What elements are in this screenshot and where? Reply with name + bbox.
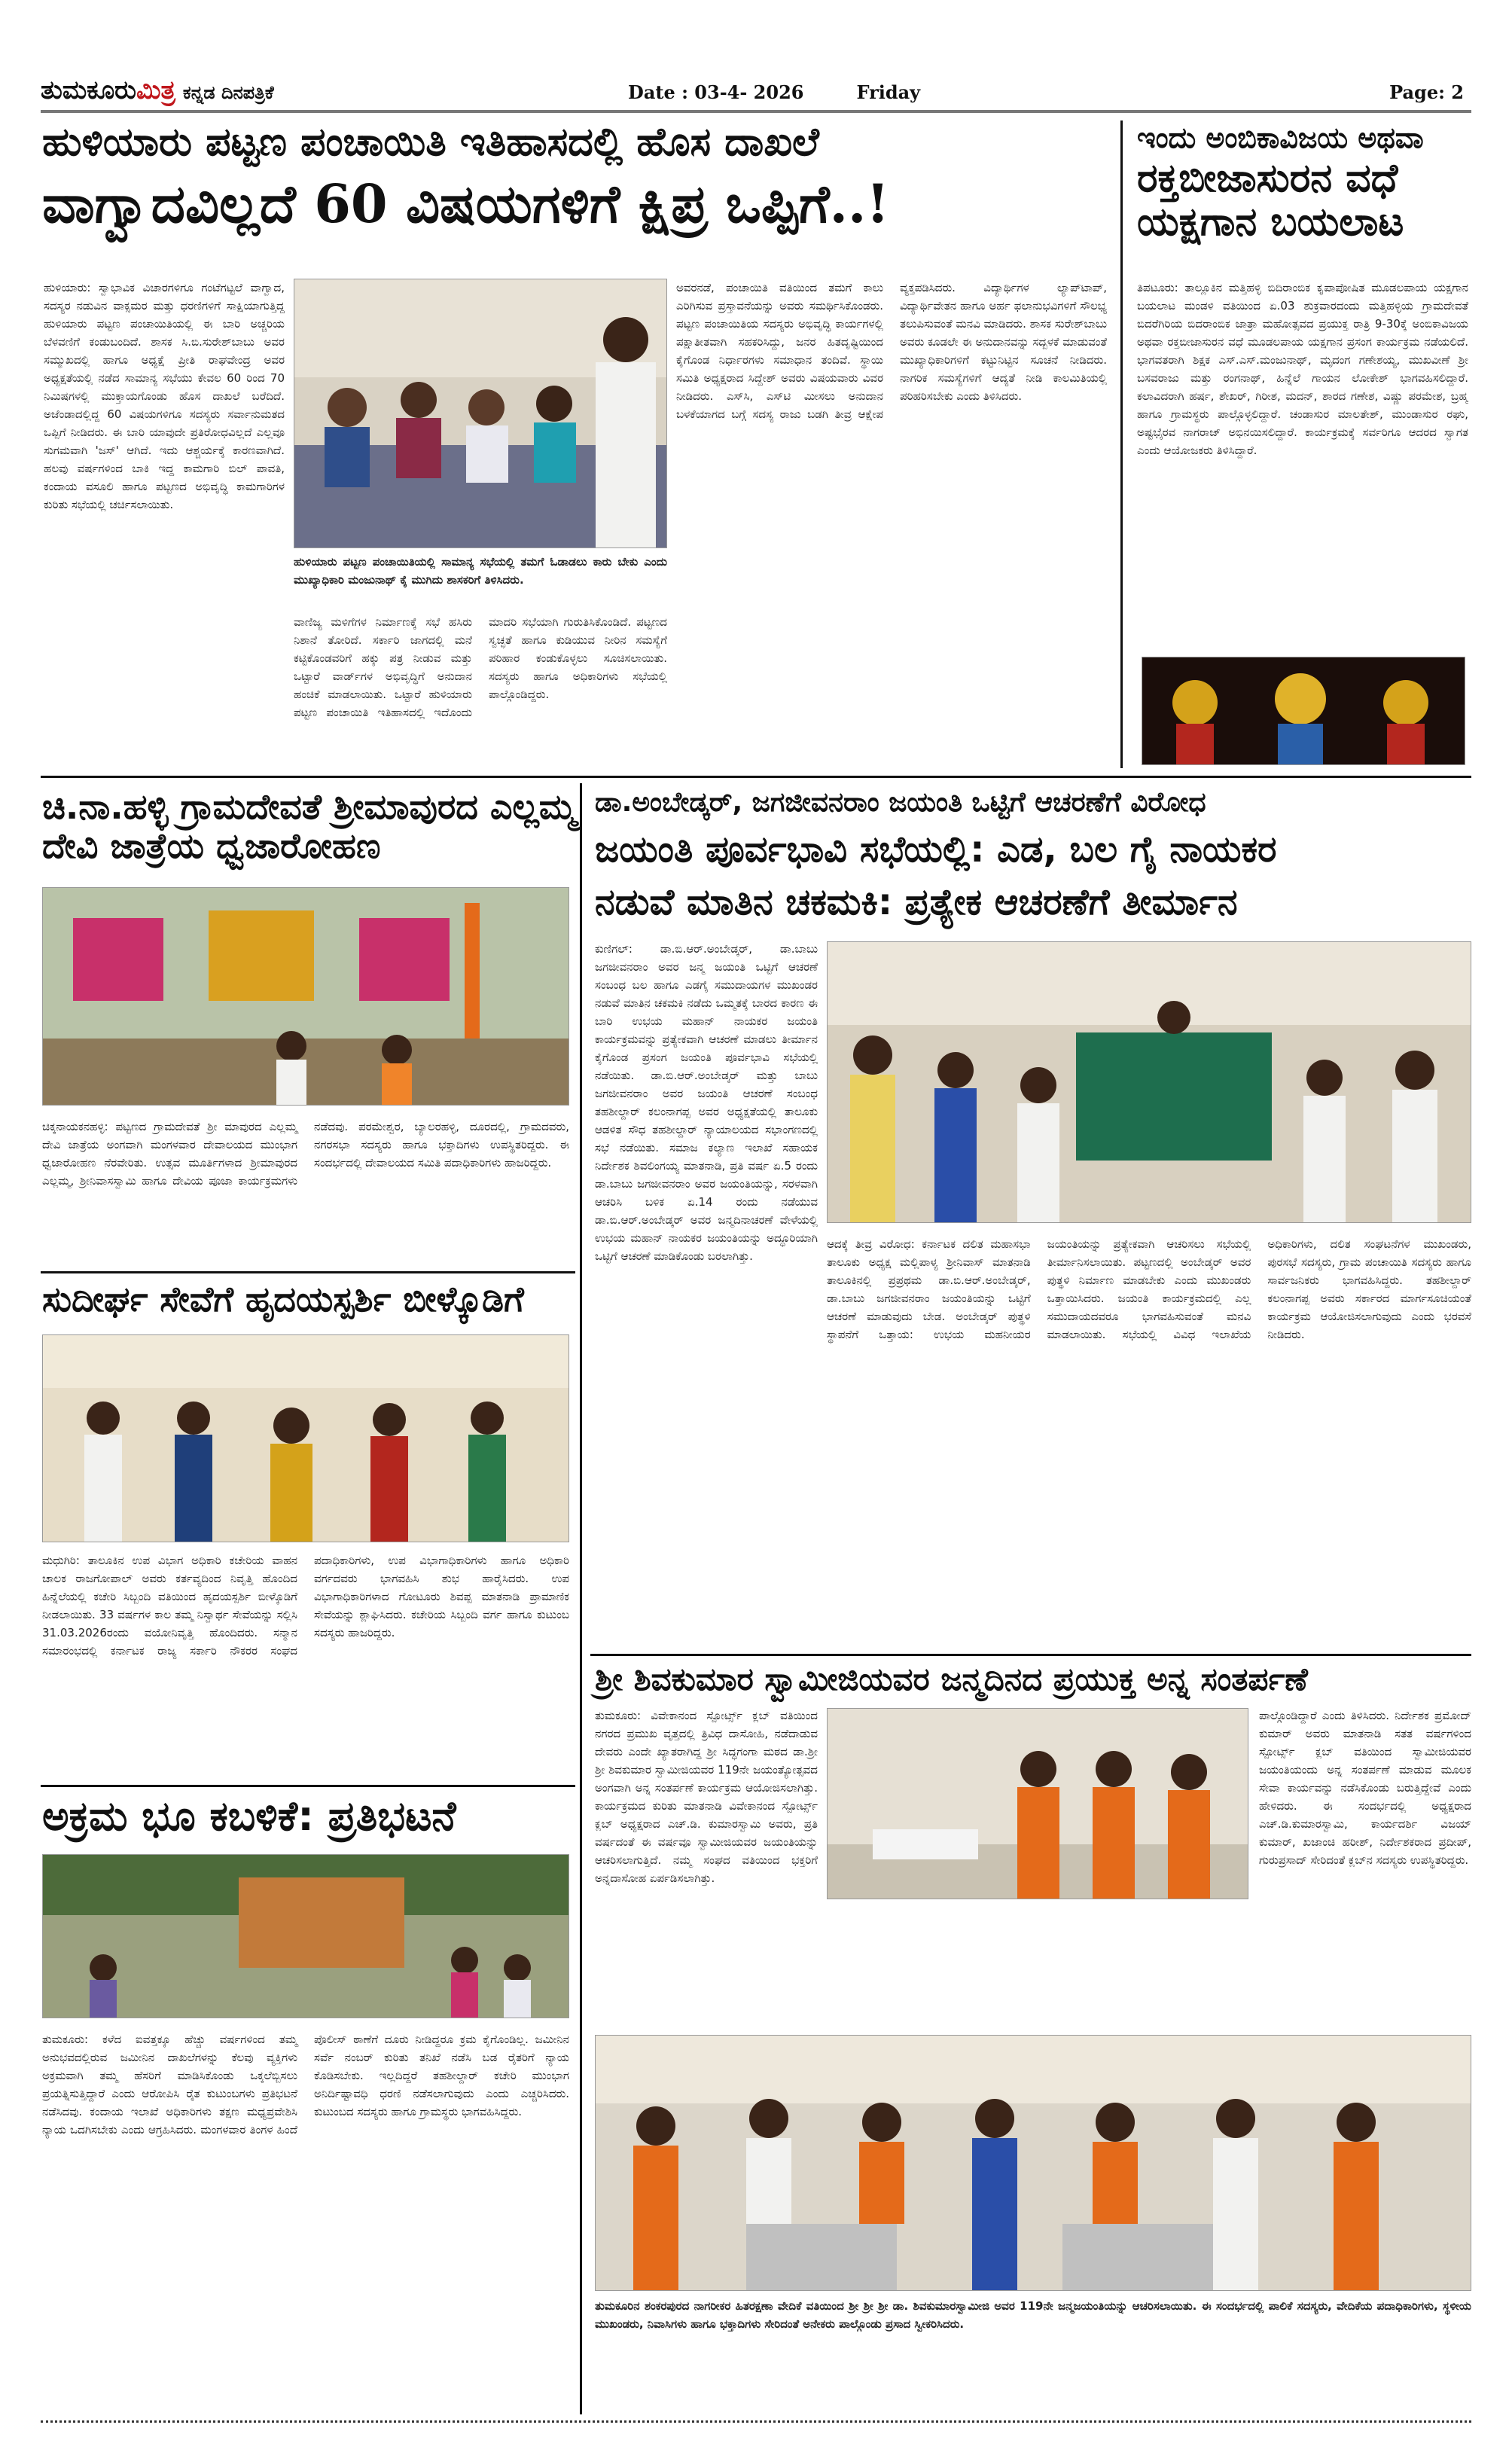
story3-body: ಚಿಕ್ಕನಾಯಕನಹಳ್ಳಿ: ಪಟ್ಟಣದ ಗ್ರಾಮದೇವತೆ ಶ್ರೀ ಮಾವುರದ ಎಲ್ಲಮ್ಮ ದೇವಿ ಜಾತ್ರೆಯ ಅಂಗವಾಗಿ ಮಂಗಳವಾರ ದೇವಾಲಯದ ಮುಂಭಾಗ ಧ್ವಜಾರೋಹಣ ನೆರವೇರಿತು. ಉತ್ಸವ ಮೂರ್ತಿಗಳಾದ ಶ್ರೀಮಾವುರದ ಎಲ್ಲಮ್ಮ, ಶ್ರೀನಿವಾಸಸ್ವಾಮಿ ಹಾಗೂ ದೇವಿಯ ಪೂಜಾ ಕಾರ್ಯಕ್ರಮಗಳು ನಡೆದವು. ಪರಮೇಶ್ವರ, ಬ್ಯಾಲರಹಳ್ಳಿ, ದೂರದಲ್ಲಿ, ಗ್ರಾಮದವರು, ನಗರಸಭಾ ಸದಸ್ಯರು ಹಾಗೂ ಭಕ್ತಾದಿಗಳು ಉಪಸ್ಥಿತರಿದ್ದರು. ಈ ಸಂದರ್ಭದಲ್ಲಿ ದೇವಾಲಯದ ಸಮಿತಿ ಪದಾಧಿಕಾರಿಗಳು ಹಾಜರಿದ್ದರು. <box>42 1120 569 1188</box>
logo-mitra: ಮಿತ್ರ <box>136 75 175 105</box>
divider-center <box>580 783 582 2414</box>
story1-body-left: ಹುಳಿಯಾರು: ಸ್ವಾಭಾವಿಕ ವಿಚಾರಗಳಿಗೂ ಗಂಟೆಗಟ್ಟಲೆ ವಾಗ್ವಾದ, ಸದಸ್ಯರ ನಡುವಿನ ವಾಕ್ಸಮರ ಮತ್ತು ಧರಣಿಗಳಿಗೆ ಸಾಕ್ಷಿಯಾಗುತ್ತಿದ್ದ ಹುಳಿಯಾರು ಪಟ್ಟಣ ಪಂಚಾಯಿತಿಯಲ್ಲಿ ಈ ಬಾರಿ ಅಚ್ಚರಿಯ ಬೆಳವಣಿಗೆ ಕಂಡುಬಂದಿದೆ. ಶಾಸಕ ಸಿ.ಬಿ.ಸುರೇಶ್‌ಬಾಬು ಅವರ ಸಮ್ಮುಖದಲ್ಲಿ ಹಾಗೂ ಅಧ್ಯಕ್ಷೆ ಪ್ರೀತಿ ರಾಘವೇಂದ್ರ ಅವರ ಅಧ್ಯಕ್ಷತೆಯಲ್ಲಿ ನಡೆದ ಸಾಮಾನ್ಯ ಸಭೆಯು ಕೇವಲ 60 ರಿಂದ 70 ನಿಮಿಷಗಳಲ್ಲಿ ಮುಕ್ತಾಯಗೊಂಡು ಹೊಸ ದಾಖಲೆ ಬರೆದಿದೆ. ಅಜೆಂಡಾದಲ್ಲಿದ್ದ 60 ವಿಷಯಗಳಿಗೂ ಸದಸ್ಯರು ಸರ್ವಾನುಮತದ ಒಪ್ಪಿಗೆ ನೀಡಿದರು. ಈ ಬಾರಿ ಯಾವುದೇ ಪ್ರತಿರೋಧವಿಲ್ಲದೆ ಎಲ್ಲವೂ ಸುಗಮವಾಗಿ 'ಜಸ್' ಆಗಿದೆ. ಇದು ಆಶ್ಚರ್ಯಕ್ಕೆ ಕಾರಣವಾಗಿದೆ. ಹಲವು ವರ್ಷಗಳಿಂದ ಬಾಕಿ ಇದ್ದ ಕಾಮಗಾರಿ ಬಿಲ್ ಪಾವತಿ, ಕಂದಾಯ ವಸೂಲಿ ಹಾಗೂ ಪಟ್ಟಣದ ಅಭಿವೃದ್ಧಿ ಕಾಮಗಾರಿಗಳ ಕುರಿತು ಸಭೆಯಲ್ಲಿ ಚರ್ಚಿಸಲಾಯಿತು. <box>44 281 285 511</box>
story4-headline: ಸುದೀರ್ಘ ಸೇವೆಗೆ ಹೃದಯಸ್ಪರ್ಶಿ ಬೀಳ್ಕೊಡಿಗೆ <box>42 1279 524 1319</box>
story6-photo <box>827 941 1471 1223</box>
distribution-photo-icon <box>828 1709 1248 1899</box>
story7-caption: ತುಮಕೂರಿನ ಶಂಕರಪುರದ ನಾಗರೀಕರ ಹಿತರಕ್ಷಣಾ ವೇದಿಕೆ ವತಿಯಿಂದ ಶ್ರೀ ಶ್ರೀ ಶ್ರೀ ಡಾ. ಶಿವಕುಮಾರಸ್ವಾಮೀಜಿ ಅವರ 119ನೇ ಜನ್ಮಜಯಂತಿಯನ್ನು ಆಚರಿಸಲಾಯಿತು. ಈ ಸಂದರ್ಭದಲ್ಲಿ ಪಾಲಿಕೆ ಸದಸ್ಯರು, ವೇದಿಕೆಯ ಪದಾಧಿಕಾರಿಗಳು, ಸ್ಥಳೀಯ ಮುಖಂಡರು, ನಿವಾಸಿಗಳು ಹಾಗೂ ಭಕ್ತಾದಿಗಳು ಸೇರಿದಂತೆ ಅನೇಕರು ಪಾಲ್ಗೊಂಡು ಪ್ರಸಾದ ಸ್ವೀಕರಿಸಿದರು. <box>595 2299 1471 2331</box>
story3-photo <box>42 887 569 1106</box>
story4-photo <box>42 1334 569 1542</box>
logo-subtitle: ಕನ್ನಡ ದಿನಪತ್ರಿಕೆ <box>182 82 274 103</box>
story6-headline3: ನಡುವೆ ಮಾತಿನ ಚಕಮಕಿ: ಪ್ರತ್ಯೇಕ ಆಚರಣೆಗೆ ತೀರ್ಮಾನ <box>595 881 1238 923</box>
story6-headline1: ಡಾ.ಅಂಬೇಡ್ಕರ್, ಜಗಜೀವನರಾಂ ಜಯಂತಿ ಒಟ್ಟಿಗೆ ಆಚರಣೆಗೆ ವಿರೋಧ <box>595 787 1206 818</box>
divider-right-top <box>1120 120 1123 768</box>
meeting-hall-photo-icon <box>828 942 1471 1223</box>
masthead <box>41 75 1471 110</box>
story5-body: ತುಮಕೂರು: ಕಳೆದ ಐವತ್ತಕ್ಕೂ ಹೆಚ್ಚು ವರ್ಷಗಳಿಂದ ತಮ್ಮ ಅನುಭವದಲ್ಲಿರುವ ಜಮೀನಿನ ದಾಖಲೆಗಳನ್ನು ಕೆಲವು ವ್ಯಕ್ತಿಗಳು ಅಕ್ರಮವಾಗಿ ತಮ್ಮ ಹೆಸರಿಗೆ ಮಾಡಿಸಿಕೊಂಡು ಒಕ್ಕಲೆಬ್ಬಿಸಲು ಪ್ರಯತ್ನಿಸುತ್ತಿದ್ದಾರೆ ಎಂದು ಆರೋಪಿಸಿ ರೈತ ಕುಟುಂಬಗಳು ಪ್ರತಿಭಟನೆ ನಡೆಸಿದವು. ಕಂದಾಯ ಇಲಾಖೆ ಅಧಿಕಾರಿಗಳು ತಕ್ಷಣ ಮಧ್ಯಪ್ರವೇಶಿಸಿ ನ್ಯಾಯ ಒದಗಿಸಬೇಕು ಎಂದು ಆಗ್ರಹಿಸಿದರು. ಮಂಗಳವಾರ ತಿಂಗಳ ಹಿಂದೆ ಪೊಲೀಸ್ ಠಾಣೆಗೆ ದೂರು ನೀಡಿದ್ದರೂ ಕ್ರಮ ಕೈಗೊಂಡಿಲ್ಲ. ಜಮೀನಿನ ಸರ್ವೆ ನಂಬರ್ ಕುರಿತು ತನಿಖೆ ನಡೆಸಿ ಬಡ ರೈತರಿಗೆ ನ್ಯಾಯ ಕೊಡಿಸಬೇಕು. ಇಲ್ಲದಿದ್ದರೆ ತಹಶೀಲ್ದಾರ್ ಕಚೇರಿ ಮುಂಭಾಗ ಅನಿರ್ದಿಷ್ಟಾವಧಿ ಧರಣಿ ನಡೆಸಲಾಗುವುದು ಎಂದು ಎಚ್ಚರಿಸಿದರು. ಕುಟುಂಬದ ಸದಸ್ಯರು ಹಾಗೂ ಗ್ರಾಮಸ್ಥರು ಭಾಗವಹಿಸಿದ್ದರು. <box>42 2033 569 2137</box>
story7-body-left: ತುಮಕೂರು: ವಿವೇಕಾನಂದ ಸ್ಪೋರ್ಟ್ಸ್ ಕ್ಲಬ್ ವತಿಯಿಂದ ನಗರದ ಪ್ರಮುಖ ವೃತ್ತದಲ್ಲಿ ತ್ರಿವಿಧ ದಾಸೋಹಿ, ನಡೆದಾಡುವ ದೇವರು ಎಂದೇ ಖ್ಯಾತರಾಗಿದ್ದ ಶ್ರೀ ಸಿದ್ಧಗಂಗಾ ಮಠದ ಡಾ.ಶ್ರೀ ಶ್ರೀ ಶಿವಕುಮಾರ ಸ್ವಾಮೀಜಿಯವರ 119ನೇ ಜಯಂತ್ಯೋತ್ಸವದ ಅಂಗವಾಗಿ ಅನ್ನ ಸಂತರ್ಪಣೆ ಕಾರ್ಯಕ್ರಮ ಆಯೋಜಿಸಲಾಗಿತ್ತು. ಕಾರ್ಯಕ್ರಮದ ಕುರಿತು ಮಾತನಾಡಿ ವಿವೇಕಾನಂದ ಸ್ಪೋರ್ಟ್ಸ್ ಕ್ಲಬ್ ಅಧ್ಯಕ್ಷರಾದ ಎಚ್.ಡಿ. ಕುಮಾರಸ್ವಾಮಿ ಅವರು, ಪ್ರತಿ ವರ್ಷದಂತೆ ಈ ವರ್ಷವೂ ಸ್ವಾಮೀಜಿಯವರ ಜಯಂತಿಯನ್ನು ಆಚರಿಸಲಾಗುತ್ತಿದೆ. ನಮ್ಮ ಸಂಘದ ವತಿಯಿಂದ ಭಕ್ತರಿಗೆ ಅನ್ನದಾಸೋಹ ಏರ್ಪಡಿಸಲಾಗಿತ್ತು. <box>595 1709 818 1885</box>
protest-photo-icon <box>43 1855 569 2018</box>
story5-headline: ಅಕ್ರಮ ಭೂ ಕಬಳಿಕೆ: ಪ್ರತಿಭಟನೆ <box>42 1792 456 1840</box>
story1-kicker: ಹುಳಿಯಾರು ಪಟ್ಟಣ ಪಂಚಾಯಿತಿ ಇತಿಹಾಸದಲ್ಲಿ ಹೊಸ ದಾಖಲೆ <box>42 120 819 165</box>
story2-body: ತಿಪಟೂರು: ತಾಲ್ಲೂಕಿನ ಮತ್ತಿಹಳ್ಳಿ ಬಿದಿರಾಂಬಿಕ ಕೃಪಾಪೋಷಿತ ಮೂಡಲಪಾಯ ಯಕ್ಷಗಾನ ಬಯಲಾಟ ಮಂಡಳಿ ವತಿಯಿಂದ ಏ.03 ಶುಕ್ರವಾರದಂದು ಮತ್ತಿಹಳ್ಳಿಯ ಗ್ರಾಮದೇವತೆ ಬಿದರೆಗಿರಿಯ ಬಿದರಾಂಬಿಕ ಜಾತ್ರಾ ಮಹೋತ್ಸವದ ಪ್ರಯುಕ್ತ ರಾತ್ರಿ 9-30ಕ್ಕೆ ಅಂಬಿಕಾವಿಜಯ ಅಥವಾ ರಕ್ತಬೀಜಾಸುರನ ವಧೆ ಮೂಡಲಪಾಯ ಯಕ್ಷಗಾನ ಪ್ರಸಂಗ ಕಾರ್ಯಕ್ರಮ ನಡೆಯಲಿದೆ. ಭಾಗವತರಾಗಿ ಶಿಕ್ಷಕ ಎಸ್.ಎಸ್.ಮಂಜುನಾಥ್, ಮೃದಂಗ ಗಣೇಶಯ್ಯ, ಮುಖವೀಣೆ ಶ್ರೀ ಬಸವರಾಜು ಮತ್ತು ರಂಗನಾಥ್, ಹಿನ್ನೆಲೆ ಗಾಯನ ಲೋಕೇಶ್ ಭಾಗವಹಿಸಲಿದ್ದಾರೆ. ಕಲಾವಿದರಾಗಿ ಹರ್ಷ, ಶೇಖರ್, ಗಿರೀಶ, ಮದನ್, ಶಾರದ ಗಣೇಶ, ವಿಷ್ಣು ಪರಮೇಶ, ಬ್ರಹ್ಮ ಹಾಗೂ ಗ್ರಾಮಸ್ಥರು ಪಾಲ್ಗೊಳ್ಳಲಿದ್ದಾರೆ. ಚಂಡಾಸುರ ಮಾಲತೇಶ್, ಮುಂಡಾಸುರ ರಘು, ಅಷ್ಟಭೈರವ ನಾಗರಾಜ್ ಅಭಿನಯಿಸಲಿದ್ದಾರೆ. ಕಾರ್ಯಕ್ರಮಕ್ಕೆ ಸರ್ವರಿಗೂ ಆದರದ ಸ್ವಾಗತ ಎಂದು ಆಯೋಜಕರು ತಿಳಿಸಿದ್ದಾರೆ. <box>1137 281 1468 457</box>
story7-body-right: ಪಾಲ್ಗೊಂಡಿದ್ದಾರೆ ಎಂದು ತಿಳಿಸಿದರು. ನಿರ್ದೇಶಕ ಪ್ರಮೋದ್ ಕುಮಾರ್ ಅವರು ಮಾತನಾಡಿ ಸತತ ವರ್ಷಗಳಿಂದ ಸ್ಪೋರ್ಟ್ಸ್ ಕ್ಲಬ್ ವತಿಯಿಂದ ಸ್ವಾಮೀಜಿಯವರ ಜಯಂತಿಯಂದು ಅನ್ನ ಸಂತರ್ಪಣೆ ಮಾಡುವ ಮೂಲಕ ಸೇವಾ ಕಾರ್ಯವನ್ನು ನಡೆಸಿಕೊಂಡು ಬರುತ್ತಿದ್ದೇವೆ ಎಂದು ಹೇಳಿದರು. ಈ ಸಂದರ್ಭದಲ್ಲಿ ಅಧ್ಯಕ್ಷರಾದ ಎಚ್.ಡಿ.ಕುಮಾರಸ್ವಾಮಿ, ಕಾರ್ಯದರ್ಶಿ ವಿಜಯ್ ಕುಮಾರ್, ಖಜಾಂಚಿ ಹರೀಶ್, ನಿರ್ದೇಶಕರಾದ ಪ್ರದೀಪ್, ಗುರುಪ್ರಸಾದ್ ಸೇರಿದಂತೆ ಕ್ಲಬ್‌ನ ಸದಸ್ಯರು ಉಪಸ್ಥಿತರಿದ್ದರು. <box>1259 1709 1471 1867</box>
story1-photo <box>294 279 667 548</box>
page-number: Page: 2 <box>1389 81 1464 103</box>
farewell-photo-icon <box>43 1335 569 1542</box>
story7-headline: ಶ್ರೀ ಶಿವಕುಮಾರ ಸ್ವಾಮೀಜಿಯವರ ಜನ್ಮದಿನದ ಪ್ರಯುಕ್ತ ಅನ್ನ ಸಂತರ್ಪಣೆ <box>595 1661 1308 1697</box>
story4-body: ಮಧುಗಿರಿ: ತಾಲೂಕಿನ ಉಪ ವಿಭಾಗ ಅಧಿಕಾರಿ ಕಚೇರಿಯ ವಾಹನ ಚಾಲಕ ರಾಜಗೋಪಾಲ್ ಅವರು ಕರ್ತವ್ಯದಿಂದ ನಿವೃತ್ತಿ ಹೊಂದಿದ ಹಿನ್ನೆಲೆಯಲ್ಲಿ ಕಚೇರಿ ಸಿಬ್ಬಂದಿ ವತಿಯಿಂದ ಹೃದಯಸ್ಪರ್ಶಿ ಬೀಳ್ಕೊಡಿಗೆ ನೀಡಲಾಯಿತು. 33 ವರ್ಷಗಳ ಕಾಲ ತಮ್ಮ ನಿಸ್ವಾರ್ಥ ಸೇವೆಯನ್ನು ಸಲ್ಲಿಸಿ 31.03.2026ರಂದು ವಯೋನಿವೃತ್ತಿ ಹೊಂದಿದರು. ಸನ್ಮಾನ ಸಮಾರಂಭದಲ್ಲಿ ಕರ್ನಾಟಕ ರಾಜ್ಯ ಸರ್ಕಾರಿ ನೌಕರರ ಸಂಘದ ಪದಾಧಿಕಾರಿಗಳು, ಉಪ ವಿಭಾಗಾಧಿಕಾರಿಗಳು ಹಾಗೂ ಅಧಿಕಾರಿ ವರ್ಗದವರು ಭಾಗವಹಿಸಿ ಶುಭ ಹಾರೈಸಿದರು. ಉಪ ವಿಭಾಗಾಧಿಕಾರಿಗಳಾದ ಗೋಟೂರು ಶಿವಪ್ಪ ಮಾತನಾಡಿ ಪ್ರಾಮಾಣಿಕ ಸೇವೆಯನ್ನು ಶ್ಲಾಘಿಸಿದರು. ಕಚೇರಿಯ ಸಿಬ್ಬಂದಿ ವರ್ಗ ಹಾಗೂ ಕುಟುಂಬ ಸದಸ್ಯರು ಹಾಜರಿದ್ದರು. <box>42 1554 569 1658</box>
story1-body-right: ಅವರನಡೆ, ಪಂಚಾಯಿತಿ ವತಿಯಿಂದ ತಮಗೆ ಕಾಲು ಎರಿಗಿಸುವ ಪ್ರಸ್ತಾವನೆಯನ್ನು ಅವರು ಸಮರ್ಥಿಸಿಕೊಂಡರು. ಪಟ್ಟಣ ಪಂಚಾಯಿತಿಯ ಸದಸ್ಯರು ಅಭಿವೃದ್ಧಿ ಕಾರ್ಯಗಳಲ್ಲಿ ಪಕ್ಷಾತೀತವಾಗಿ ಸಹಕರಿಸಿದ್ದು, ಜನರ ಹಿತದೃಷ್ಟಿಯಿಂದ ಕೈಗೊಂಡ ನಿರ್ಧಾರಗಳು ಸಮಾಧಾನ ತಂದಿವೆ. ಸ್ಥಾಯಿ ಸಮಿತಿ ಅಧ್ಯಕ್ಷರಾದ ಸಿದ್ದೇಶ್ ಅವರು ವಿಷಯವಾರು ವಿವರ ನೀಡಿದರು. ಎಸ್‌ಸಿ, ಎಸ್‌ಟಿ ಮೀಸಲು ಅನುದಾನ ಬಳಕೆಯಾಗದ ಬಗ್ಗೆ ಸದಸ್ಯ ರಾಜು ಬಡಗಿ ತೀವ್ರ ಆಕ್ಷೇಪ ವ್ಯಕ್ತಪಡಿಸಿದರು. ವಿದ್ಯಾರ್ಥಿಗಳ ಲ್ಯಾಪ್‌ಟಾಪ್, ವಿದ್ಯಾರ್ಥಿವೇತನ ಹಾಗೂ ಅರ್ಹ ಫಲಾನುಭವಿಗಳಿಗೆ ಸೌಲಭ್ಯ ತಲುಪಿಸುವಂತೆ ಮನವಿ ಮಾಡಿದರು. ಶಾಸಕ ಸುರೇಶ್‌ಬಾಬು ಅವರು ಕೂಡಲೇ ಈ ಅನುದಾನವನ್ನು ಸದ್ಬಳಕೆ ಮಾಡುವಂತೆ ಮುಖ್ಯಾಧಿಕಾರಿಗಳಿಗೆ ಕಟ್ಟುನಿಟ್ಟಿನ ಸೂಚನೆ ನೀಡಿದರು. ನಾಗರಿಕ ಸಮಸ್ಯೆಗಳಿಗೆ ಆದ್ಯತೆ ನೀಡಿ ಕಾಲಮಿತಿಯಲ್ಲಿ ಪರಿಹರಿಸಬೇಕು ಎಂದು ತಿಳಿಸಿದರು. <box>676 281 1107 421</box>
festival-photo-icon <box>43 888 569 1106</box>
dateline <box>628 81 920 103</box>
divider-story4 <box>41 1271 575 1273</box>
story2-headline: ರಕ್ತಬೀಜಾಸುರನ ವಧೆ ಯಕ್ಷಗಾನ ಬಯಲಾಟ <box>1137 156 1404 246</box>
story6-body-left: ಕುಣಿಗಲ್: ಡಾ.ಬಿ.ಆರ್.ಅಂಬೇಡ್ಕರ್, ಡಾ.ಬಾಬು ಜಗಜೀವನರಾಂ ಅವರ ಜನ್ಮ ಜಯಂತಿ ಒಟ್ಟಿಗೆ ಆಚರಣೆ ಸಂಬಂಧ ಬಲ ಹಾಗೂ ಎಡಗೈ ಸಮುದಾಯಗಳ ಮುಖಂಡರ ನಡುವೆ ಮಾತಿನ ಚಕಮಕಿ ನಡೆದು ಒಮ್ಮತಕ್ಕೆ ಬಾರದ ಕಾರಣ ಈ ಬಾರಿ ಉಭಯ ಮಹಾನ್ ನಾಯಕರ ಜಯಂತಿ ಕಾರ್ಯಕ್ರಮವನ್ನು ಪ್ರತ್ಯೇಕವಾಗಿ ಆಚರಣೆ ಮಾಡಲು ತೀರ್ಮಾನ ಕೈಗೊಂಡ ಪ್ರಸಂಗ ಜಯಂತಿ ಪೂರ್ವಭಾವಿ ಸಭೆಯಲ್ಲಿ ನಡೆಯಿತು. ಡಾ.ಬಿ.ಆರ್.ಅಂಬೇಡ್ಕರ್ ಮತ್ತು ಬಾಬು ಜಗಜೀವನರಾಂ ಅವರ ಜಯಂತಿ ಆಚರಣೆ ಸಂಬಂಧ ತಹಶೀಲ್ದಾರ್ ಕಲಂನಾಗಪ್ಪ ಅವರ ಅಧ್ಯಕ್ಷತೆಯಲ್ಲಿ ತಾಲೂಕು ಆಡಳಿತ ಸೌಧ ತಹಶೀಲ್ದಾರ್ ನ್ಯಾಯಾಲಯದ ಸಭಾಂಗಣದಲ್ಲಿ ಸಭೆ ನಡೆಯಿತು. ಸಮಾಜ ಕಲ್ಯಾಣ ಇಲಾಖೆ ಸಹಾಯಕ ನಿರ್ದೇಶಕ ಶಿವಲಿಂಗಯ್ಯ ಮಾತನಾಡಿ, ಪ್ರತಿ ವರ್ಷ ಏ.5 ರಂದು ಡಾ.ಬಾಬು ಜಗಜೀವನರಾಂ ಅವರ ಜಯಂತಿಯನ್ನು, ಸರಳವಾಗಿ ಆಚರಿಸಿ ಬಳಿಕ ಏ.14 ರಂದು ನಡೆಯುವ ಡಾ.ಬಿ.ಆರ್.ಅಂಬೇಡ್ಕರ್ ಅವರ ಜನ್ಮದಿನಾಚರಣೆ ವೇಳೆಯಲ್ಲಿ ಉಭಯ ಮಹಾನ್ ನಾಯಕರ ಜಯಂತಿಯನ್ನು ಅದ್ಧೂರಿಯಾಗಿ ಒಟ್ಟಿಗೆ ಆಚರಣೆ ಮಾಡಿಕೊಂಡು ಬರಲಾಗಿತ್ತು. <box>595 942 818 1263</box>
issue-date: Date : 03-4- 2026 <box>628 81 804 103</box>
logo-main: ತುಮಕೂರು <box>41 75 136 105</box>
story7-photo-top <box>827 1708 1248 1899</box>
story3-headline: ಚಿ.ನಾ.ಹಳ್ಳಿ ಗ್ರಾಮದೇವತೆ ಶ್ರೀಮಾವುರದ ಎಲ್ಲಮ್ಮ ದೇವಿ ಜಾತ್ರೆಯ ಧ್ವಜಾರೋಹಣ <box>42 786 577 866</box>
issue-day: Friday <box>856 81 921 103</box>
masthead-rule <box>41 110 1471 113</box>
story2-kicker: ಇಂದು ಅಂಬಿಕಾವಿಜಯ ಅಥವಾ <box>1137 121 1424 154</box>
divider-story5 <box>41 1785 575 1787</box>
divider-row1 <box>41 776 1471 778</box>
story1-body-under: ವಾಣಿಜ್ಯ ಮಳಿಗೆಗಳ ನಿರ್ಮಾಣಕ್ಕೆ ಸಭೆ ಹಸಿರು ನಿಶಾನೆ ತೋರಿದೆ. ಸರ್ಕಾರಿ ಜಾಗದಲ್ಲಿ ಮನೆ ಕಟ್ಟಿಕೊಂಡವರಿಗೆ ಹಕ್ಕು ಪತ್ರ ನೀಡುವ ಮತ್ತು ಒಟ್ಟಾರೆ ವಾರ್ಡ್‌ಗಳ ಅಭಿವೃದ್ಧಿಗೆ ಅನುದಾನ ಹಂಚಿಕೆ ಮಾಡಲಾಯಿತು. ಒಟ್ಟಾರೆ ಹುಳಿಯಾರು ಪಟ್ಟಣ ಪಂಚಾಯಿತಿ ಇತಿಹಾಸದಲ್ಲಿ ಇದೊಂದು ಮಾದರಿ ಸಭೆಯಾಗಿ ಗುರುತಿಸಿಕೊಂಡಿದೆ. ಪಟ್ಟಣದ ಸ್ವಚ್ಛತೆ ಹಾಗೂ ಕುಡಿಯುವ ನೀರಿನ ಸಮಸ್ಯೆಗೆ ಪರಿಹಾರ ಕಂಡುಕೊಳ್ಳಲು ಸೂಚಿಸಲಾಯಿತು. ಸದಸ್ಯರು ಹಾಗೂ ಅಧಿಕಾರಿಗಳು ಸಭೆಯಲ್ಲಿ ಪಾಲ್ಗೊಂಡಿದ್ದರು. <box>294 615 667 719</box>
newspaper-logo <box>41 75 274 105</box>
story1-caption: ಹುಳಿಯಾರು ಪಟ್ಟಣ ಪಂಚಾಯಿತಿಯಲ್ಲಿ ಸಾಮಾನ್ಯ ಸಭೆಯಲ್ಲಿ ತಮಗೆ ಓಡಾಡಲು ಕಾರು ಬೇಕು ಎಂದು ಮುಖ್ಯಾಧಿಕಾರಿ ಮಂಜುನಾಥ್ ಕೈ ಮುಗಿದು ಶಾಸಕರಿಗೆ ತಿಳಿಸಿದರು. <box>294 555 667 587</box>
divider-story7 <box>590 1654 1471 1656</box>
story2-photo <box>1142 657 1465 765</box>
story6-headline2: ಜಯಂತಿ ಪೂರ್ವಭಾವಿ ಸಭೆಯಲ್ಲಿ: ಎಡ, ಬಲ ಗೈ ನಾಯಕರ <box>595 828 1277 871</box>
meeting-photo-icon <box>294 279 667 548</box>
group-photo-icon <box>596 2036 1471 2291</box>
yakshagana-photo-icon <box>1142 657 1465 765</box>
story5-photo <box>42 1854 569 2018</box>
story7-photo-bottom <box>595 2035 1471 2291</box>
story6-body-right: ಆದಕ್ಕೆ ತೀವ್ರ ವಿರೋಧ: ಕರ್ನಾಟಕ ದಲಿತ ಮಹಾಸಭಾ ತಾಲೂಕು ಅಧ್ಯಕ್ಷ ಮಲ್ಲಿಪಾಳ್ಯ ಶ್ರೀನಿವಾಸ್ ಮಾತನಾಡಿ ತಾಲೂಕಿನಲ್ಲಿ ಪ್ರಪ್ರಥಮ ಡಾ.ಬಿ.ಆರ್.ಅಂಬೇಡ್ಕರ್, ಡಾ.ಬಾಬು ಜಗಜೀವನರಾಂ ಜಯಂತಿಯನ್ನು ಒಟ್ಟಿಗೆ ಆಚರಣೆ ಮಾಡುವುದು ಬೇಡ. ಅಂಬೇಡ್ಕರ್ ಪುತ್ಥಳಿ ಸ್ಥಾಪನೆಗೆ ಒತ್ತಾಯ: ಉಭಯ ಮಹನೀಯರ ಜಯಂತಿಯನ್ನು ಪ್ರತ್ಯೇಕವಾಗಿ ಆಚರಿಸಲು ಸಭೆಯಲ್ಲಿ ತೀರ್ಮಾನಿಸಲಾಯಿತು. ಪಟ್ಟಣದಲ್ಲಿ ಅಂಬೇಡ್ಕರ್ ಅವರ ಪುತ್ಥಳಿ ನಿರ್ಮಾಣ ಮಾಡಬೇಕು ಎಂದು ಮುಖಂಡರು ಒತ್ತಾಯಿಸಿದರು. ಜಯಂತಿ ಕಾರ್ಯಕ್ರಮದಲ್ಲಿ ಎಲ್ಲ ಸಮುದಾಯದವರೂ ಭಾಗವಹಿಸುವಂತೆ ಮನವಿ ಮಾಡಲಾಯಿತು. ಸಭೆಯಲ್ಲಿ ವಿವಿಧ ಇಲಾಖೆಯ ಅಧಿಕಾರಿಗಳು, ದಲಿತ ಸಂಘಟನೆಗಳ ಮುಖಂಡರು, ಪುರಸಭೆ ಸದಸ್ಯರು, ಗ್ರಾಮ ಪಂಚಾಯಿತಿ ಸದಸ್ಯರು ಹಾಗೂ ಸಾರ್ವಜನಿಕರು ಭಾಗವಹಿಸಿದ್ದರು. ತಹಶೀಲ್ದಾರ್ ಕಲಂನಾಗಪ್ಪ ಅವರು ಸರ್ಕಾರದ ಮಾರ್ಗಸೂಚಿಯಂತೆ ಕಾರ್ಯಕ್ರಮ ಆಯೋಜಿಸಲಾಗುವುದು ಎಂದು ಭರವಸೆ ನೀಡಿದರು. <box>827 1237 1471 1341</box>
footer-dotted-rule <box>41 2420 1471 2423</box>
story1-headline: ವಾಗ್ವಾದವಿಲ್ಲದೆ 60 ವಿಷಯಗಳಿಗೆ ಕ್ಷಿಪ್ರ ಒಪ್ಪಿಗೆ..! <box>42 172 890 235</box>
